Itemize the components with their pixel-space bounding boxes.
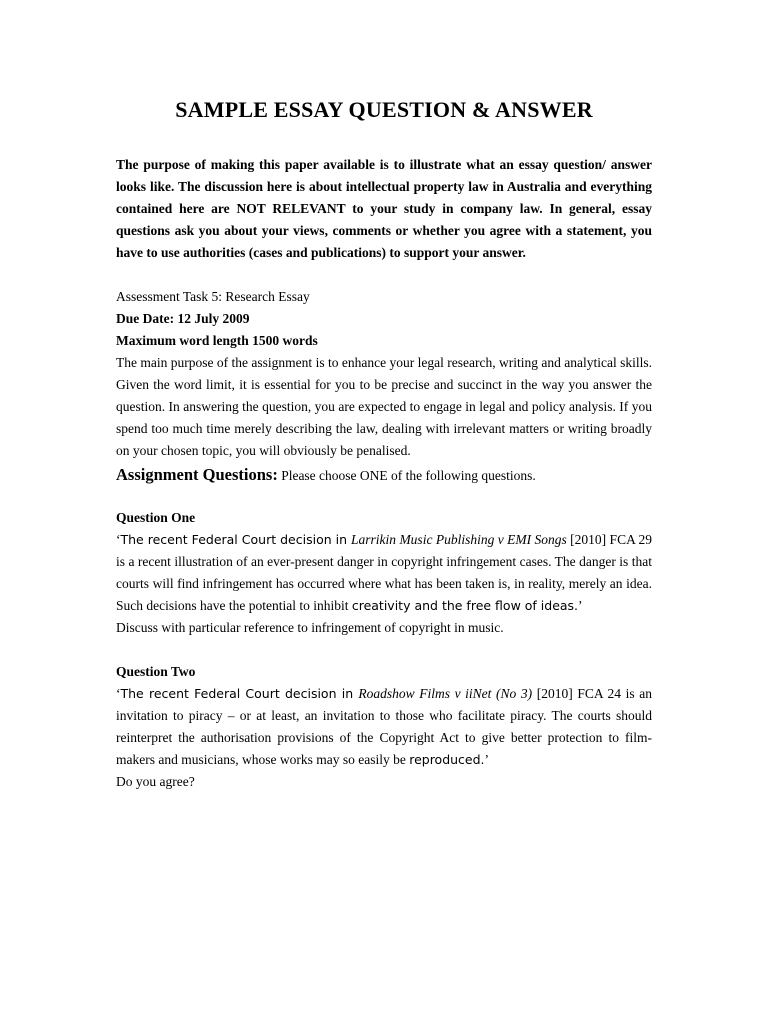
question-two-case-name: Roadshow Films v iiNet (No 3) (358, 686, 533, 701)
question-two-text (116, 683, 652, 771)
question-two-block (116, 661, 652, 793)
task-due-date: Due Date: 12 July 2009 (116, 311, 250, 326)
question-one-tail: creativity and the free flow of ideas. (351, 598, 579, 613)
assignment-instruction: Please choose ONE of the following questions. (277, 468, 536, 483)
question-one-lead: The recent Federal Court decision in (120, 532, 352, 547)
assessment-task-block (116, 286, 652, 462)
question-two-tail: reproduced. (409, 752, 485, 767)
question-two-heading: Question Two (116, 664, 196, 679)
page-title: SAMPLE ESSAY QUESTION & ANSWER (175, 97, 593, 122)
question-one-middle: [2010] FCA 29 is a recent illustration of an ever-present danger in copyright infringement cases. The danger is that courts will find infringement has occurred where what has been taken is, in reality, merely an idea. Such decisions have the potential to inhibit (116, 532, 652, 613)
task-word-length: Maximum word length 1500 words (116, 333, 318, 348)
question-two-middle: [2010] FCA 24 is an invitation to piracy – or at least, an invitation to those who facilitate piracy. The courts should reinterpret the authorisation provisions of the Copyright Act to give better protection to film-makers and musicians, whose works may so easily be (116, 686, 652, 767)
task-description: The main purpose of the assignment is to enhance your legal research, writing and analytical skills. Given the word limit, it is essential for you to be precise and succinct in the way you answer the question. In answering the question, you are expected to engage in legal and policy analysis. If you spend too much time merely describing the law, dealing with irrelevant matters or writing broadly on your chosen topic, you will obviously be penalised. (116, 355, 652, 458)
assignment-questions-heading: Assignment Questions: (116, 465, 278, 484)
question-one-heading: Question One (116, 510, 196, 525)
assignment-questions-line (116, 462, 652, 489)
question-two-quote-open: ‘ (116, 686, 121, 701)
question-one-text (116, 529, 652, 617)
question-one-followup: Discuss with particular reference to infringement of copyright in music. (116, 620, 504, 635)
question-one-case-name: Larrikin Music Publishing v EMI Songs (351, 532, 567, 547)
question-two-quote-close: ’ (484, 752, 490, 767)
question-two-lead: The recent Federal Court decision in (120, 686, 359, 701)
question-one-quote-close: ’ (578, 598, 583, 613)
task-name: Assessment Task 5: Research Essay (116, 289, 310, 304)
question-two-followup: Do you agree? (116, 774, 195, 789)
question-one-quote-open: ‘ (116, 532, 121, 547)
intro-paragraph: The purpose of making this paper available is to illustrate what an essay question/ answer looks like. The discussion here is about intellectual property law in Australia and everything contained here are NOT RELEVANT to your study in company law. In general, essay questions ask you about your views, comments or whether you agree with a statement, you have to use authorities (cases and publications) to support your answer. (116, 157, 652, 260)
question-one-block (116, 507, 652, 639)
